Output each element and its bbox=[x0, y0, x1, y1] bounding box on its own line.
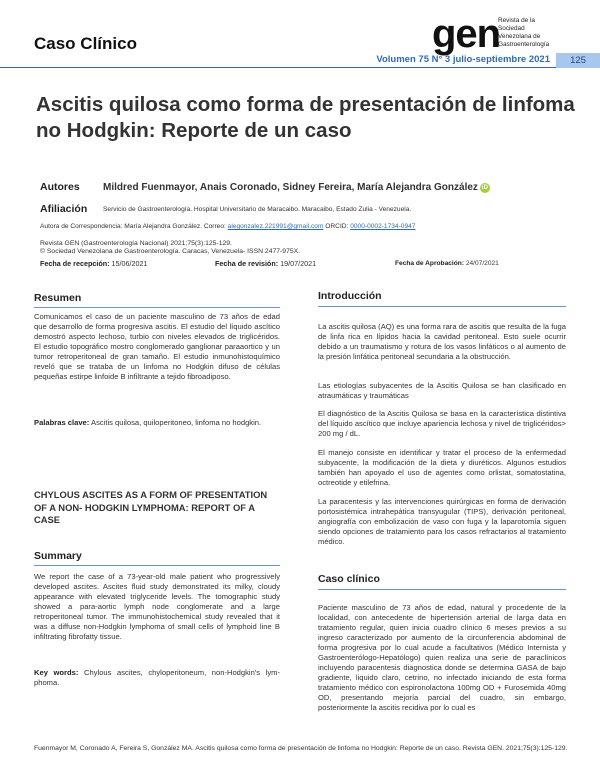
volume-line: Volumen 75 N° 3 julio-septiembre 2021 bbox=[376, 54, 550, 65]
intro-rule bbox=[318, 306, 566, 307]
intro-paragraph: El diagnóstico de la Ascitis Quilosa se basa en la característica distintiva del líquido ascítico que incluye apariencia lechosa y nivel de triglicéridos> 200 mg / dL. bbox=[318, 409, 566, 438]
resumen-text: Comunicamos el caso de un paciente masculino de 73 años de edad que desarrollo de forma progresiva ascitis. El estudio del líquido ascítico demostró aspecto lechoso, turbio con niveles elevados de triglicéridos. El estudio topográfico mostro conglomerado ganglionar paraaortico y un tumor retroperitoneal de gran tamaño. El estudio inmunohistoquímico reveló que se trataba de un linfoma no Hodgkin difuso de células pequeñas estirpe linfoide B infiltrante a tejido fibroadiposo. bbox=[34, 312, 280, 381]
intro-heading: Introducción bbox=[318, 290, 382, 302]
received-date: Fecha de recepción: 15/06/2021 bbox=[40, 259, 148, 268]
page-number: 125 bbox=[556, 53, 600, 68]
volume-banner bbox=[0, 53, 600, 68]
approved-date: Fecha de Aprobación: 24/07/2021 bbox=[395, 260, 499, 267]
intro-paragraph: Las etiologías subyacentes de la Ascitis Quilosa se han clasificado en atraumáticas y traumáticas bbox=[318, 381, 566, 400]
section-tag: Caso Clínico bbox=[34, 34, 137, 53]
logo-caption bbox=[498, 17, 578, 49]
orcid-link[interactable]: 0000-0002-1734-0947 bbox=[350, 223, 416, 230]
summary-rule bbox=[34, 565, 280, 566]
en-keywords: Key words: Chylous ascites, chyloperitoneum, non-Hodgkin's lym-phoma. bbox=[34, 668, 281, 687]
orcid-label: ORCID: bbox=[323, 223, 351, 230]
case-rule bbox=[318, 589, 566, 590]
authors-label: Autores bbox=[40, 181, 80, 193]
journal-logo bbox=[432, 12, 582, 56]
gen-wordmark-text: gen bbox=[432, 12, 501, 56]
logo-caption-line: Gastroenterología bbox=[498, 41, 550, 48]
case-heading: Caso clínico bbox=[318, 573, 380, 585]
intro-paragraph: La paracentesis y las intervenciones quirúrgicas en forma de derivación portosistémica intrahepática transyugular (TIPS), derivación peritoneal, angiografía con embolización de vaso con fuga y la laparotomía siguen siendo opciones de tratamiento para los casos refractarios al tratamiento médico. bbox=[318, 497, 566, 546]
affiliation-label: Afiliación bbox=[40, 203, 88, 215]
logo-caption-line: Venezolana de bbox=[498, 33, 541, 40]
logo-caption-line: Sociedad bbox=[498, 25, 525, 32]
banner-rule bbox=[0, 67, 560, 68]
intro-paragraph: La ascitis quilosa (AQ) es una forma rara de ascitis que resulta de la fuga de linfa rica en lípidos hacia la cavidad peritoneal. Esto suele ocurrir debido a un traumatismo y rotura de los vasos linfáticos o al aumento de la presión linfática peritoneal secundaria a la obstrucción. bbox=[318, 322, 566, 361]
footer-citation: Fuenmayor M, Coronado A, Fereira S, González MA. Ascitis quilosa como forma de presentación de linfoma no Hodgkin: Reporte de un caso. Revista GEN. 2021;75(3):125-129. bbox=[34, 745, 568, 752]
summary-text: We report the case of a 73-year-old male patient who progressively developed ascites. Ascites fluid study demonstrated its milky, cloudy appearance with elevated triglyceride levels. The tomographic study showed a para-aortic lymph node conglomerate and a large retroperitoneal tumor. The immunohistochemical study revealed that it was a diffuse non-Hodgkin lymphoma of small cells of lymphoid line B infiltrating fibrofatty tissue. bbox=[34, 572, 280, 641]
english-title: CHYLOUS ASCITES AS A FORM OF PRESENTATION OF A NON- HODGKIN LYMPHOMA: REPORT OF A CASE bbox=[34, 489, 268, 525]
resumen-heading: Resumen bbox=[34, 292, 82, 304]
email-link[interactable]: alegonzalez.221991@gmail.com bbox=[227, 223, 324, 230]
keywords: Palabras clave: Ascitis quilosa, quiloperitoneo, linfoma no hodgkin. bbox=[34, 418, 262, 427]
citation-line: Revista GEN (Gastroenterología Nacional) 2021;75(3):125-129. bbox=[40, 240, 232, 247]
correspondence-prefix: Autora de Correspondencia: María Alejandra González. Correo: bbox=[40, 223, 228, 230]
correspondence bbox=[40, 223, 415, 230]
article-title: Ascitis quilosa como forma de presentación de linfoma no Hodgkin: Reporte de un caso bbox=[36, 93, 575, 142]
resumen-rule bbox=[34, 307, 280, 308]
logo-caption-line: Revista de la bbox=[498, 17, 535, 24]
orcid-icon[interactable]: iD bbox=[481, 185, 488, 191]
summary-heading: Summary bbox=[34, 550, 82, 562]
journal-citation bbox=[40, 240, 300, 257]
authors-list: Mildred Fuenmayor, Anais Coronado, Sidney Fereira, María Alejandra González bbox=[103, 182, 478, 193]
revised-date: Fecha de revisión: 19/07/2021 bbox=[215, 259, 317, 268]
authors bbox=[103, 182, 490, 193]
case-text: Paciente masculino de 73 años de edad, natural y procedente de la localidad, con antecedente de hipertensión arterial de larga data en tratamiento regular, quien inicia cuadro clínico 6 meses previos a su ingreso caracterizado por aumento de la circunferencia abdominal de forma progresiva por lo cual acude a facultativos (Médico Internista y Gastroenterólogo-Hepatólogo) quien realiza una serie de paraclínicos incluyendo paracentesis diagnostica donde se determina GASA de bajo gradiente, liquido claro, cetrino, no infectado iniciando de esta forma tratamiento médico con espironolactona 100mg OD + Furosemida 40mg OD, presentando mejoría parcial del cuadro, sin embargo, posteriormente la ascitis recidiva por lo cual es bbox=[318, 603, 566, 712]
intro-paragraph: El manejo consiste en identificar y tratar el proceso de la enfermedad subyacente, la modificación de la dieta y diuréticos. Algunos estudios también han apoyado el uso de agentes como orlistat, somatostatina, octreotide y etilefrina. bbox=[318, 448, 566, 487]
copyright-line: © Sociedad Venezolana de Gastroenterología. Caracas, Venezuela- ISSN 2477-975X. bbox=[40, 248, 301, 256]
affiliation: Servicio de Gastroenterología. Hospital Universitario de Maracaibo. Maracaibo, Estado Zulia - Venezuela. bbox=[103, 206, 412, 213]
